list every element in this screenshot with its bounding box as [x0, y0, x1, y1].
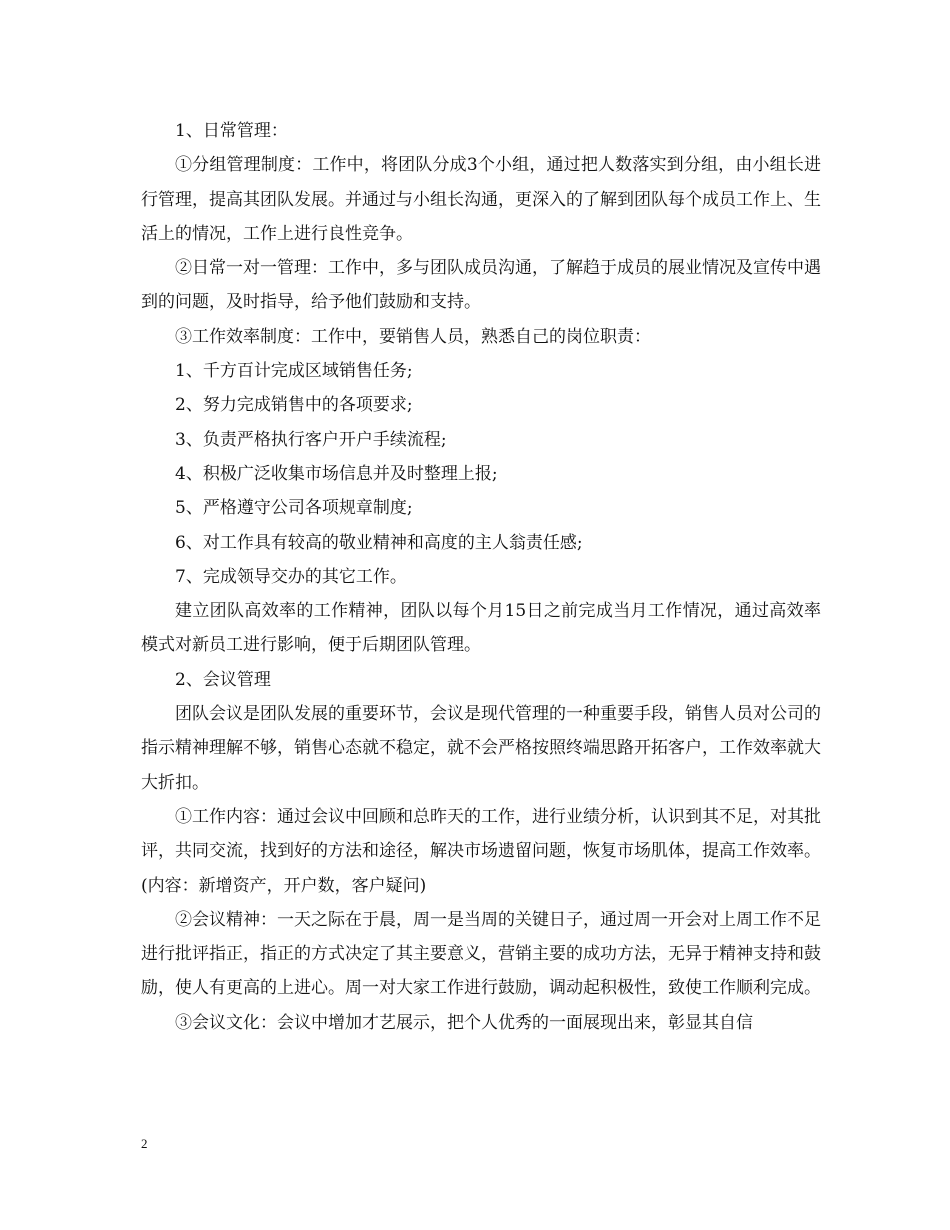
paragraph-work-content: ①工作内容：通过会议中回顾和总昨天的工作，进行业绩分析，认识到其不足，对其批评，共同交流，找到好的方法和途径，解决市场遗留问题，恢复市场肌体，提高工作效率。(内容：新增资产，开户数，客户疑问)	[141, 806, 821, 896]
paragraph-one-on-one: ②日常一对一管理：工作中，多与团队成员沟通，了解趋于成员的展业情况及宣传中遇到的问题，及时指导，给予他们鼓励和支持。	[141, 258, 821, 313]
document-body	[141, 114, 821, 1040]
page-number: 2	[141, 1136, 148, 1151]
heading-meeting-management: 2、会议管理	[175, 669, 271, 690]
list-item-duty-7: 7、完成领导交办的其它工作。	[175, 566, 407, 587]
list-item-duty-5: 5、严格遵守公司各项规章制度;	[175, 498, 413, 519]
heading-daily-management: 1、日常管理：	[175, 121, 288, 141]
paragraph-team-spirit: 建立团队高效率的工作精神，团队以每个月15日之前完成当月工作情况，通过高效率模式对新员工进行影响，便于后期团队管理。	[141, 601, 821, 656]
list-item-duty-1: 1、千方百计完成区域销售任务;	[175, 361, 413, 382]
paragraph-meeting-culture: ③会议文化：会议中增加才艺展示，把个人优秀的一面展现出来，彰显其自信	[175, 1012, 753, 1033]
paragraph-meeting-importance: 团队会议是团队发展的重要环节，会议是现代管理的一种重要手段，销售人员对公司的指示精神理解不够，销售心态就不稳定，就不会严格按照终端思路开拓客户，工作效率就大大折扣。	[141, 704, 821, 793]
paragraph-group-management: ①分组管理制度：工作中，将团队分成3个小组，通过把人数落实到分组，由小组长进行管理，提高其团队发展。并通过与小组长沟通，更深入的了解到团队每个成员工作上、生活上的情况，工作上进行良性竞争。	[141, 155, 821, 244]
paragraph-efficiency-system: ③工作效率制度：工作中，要销售人员，熟悉自己的岗位职责：	[175, 326, 651, 347]
list-item-duty-2: 2、努力完成销售中的各项要求;	[175, 395, 413, 416]
list-item-duty-6: 6、对工作具有较高的敬业精神和高度的主人翁责任感;	[175, 532, 583, 553]
paragraph-meeting-spirit: ②会议精神：一天之际在于晨，周一是当周的关键日子，通过周一开会对上周工作不足进行批评指正，指正的方式决定了其主要意义，营销主要的成功方法，无异于精神支持和鼓励，使人有更高的上进心。周一对大家工作进行鼓励，调动起积极性，致使工作顺利完成。	[141, 909, 821, 999]
list-item-duty-3: 3、负责严格执行客户开户手续流程;	[175, 429, 447, 450]
list-item-duty-4: 4、积极广泛收集市场信息并及时整理上报;	[175, 463, 498, 484]
